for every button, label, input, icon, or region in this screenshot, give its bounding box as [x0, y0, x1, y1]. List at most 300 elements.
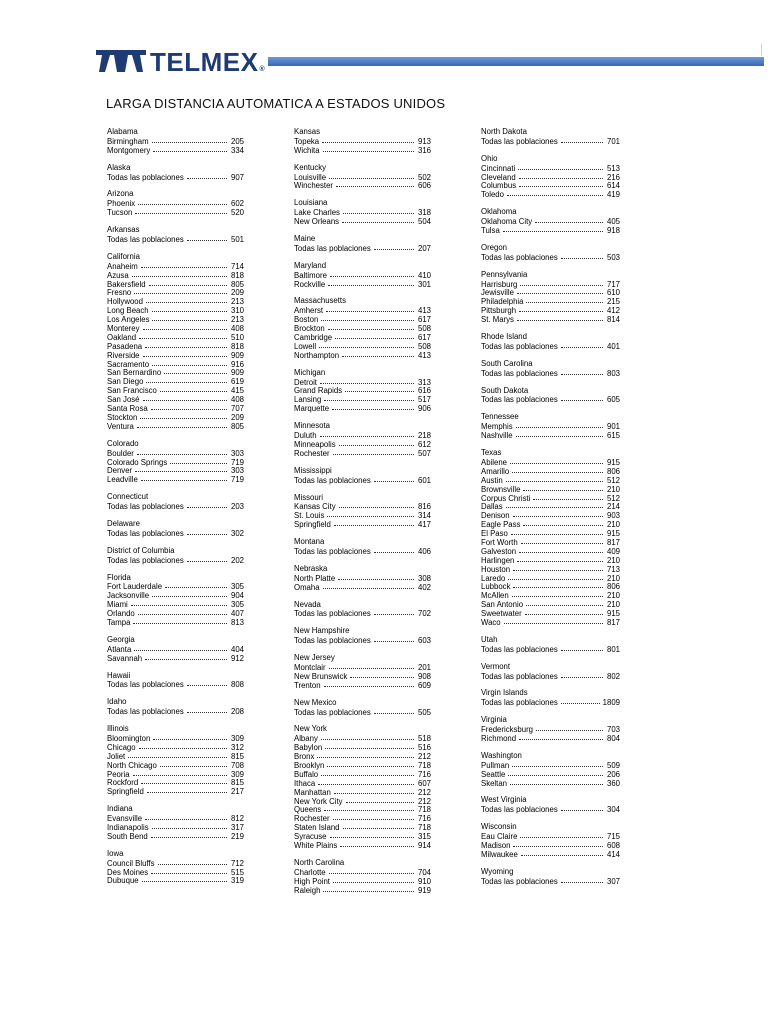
city-row [107, 475, 244, 484]
dot-leader [526, 296, 603, 303]
city-name: New Orleans [294, 217, 340, 227]
dot-leader [133, 769, 227, 776]
city-row [107, 146, 244, 155]
city-name: Tampa [107, 617, 131, 627]
dot-leader [504, 617, 603, 624]
state-name: Florida [107, 572, 131, 582]
dot-leader [139, 742, 227, 749]
city-name: Babylon [294, 743, 323, 753]
area-code: 209 [230, 288, 244, 298]
dot-leader [333, 448, 414, 455]
area-code: 410 [417, 270, 431, 280]
dot-leader [187, 706, 227, 713]
brand-wordmark: TELMEX [150, 47, 259, 77]
dot-leader [511, 528, 603, 535]
area-code: 509 [606, 760, 620, 770]
state-block [481, 128, 620, 146]
state-block [481, 155, 620, 199]
state-name: Nevada [294, 599, 321, 609]
city-name: Omaha [294, 582, 320, 592]
city-row [294, 217, 431, 226]
dot-leader [526, 599, 603, 606]
area-code: 360 [606, 778, 620, 788]
area-code: 601 [417, 475, 431, 485]
dot-leader [138, 198, 227, 205]
city-name: Brooklyn [294, 760, 325, 770]
city-name: Todas las poblaciones [107, 502, 184, 512]
area-code: 503 [606, 252, 620, 262]
area-code: 804 [606, 733, 620, 743]
dot-leader [561, 644, 603, 651]
area-code: 714 [230, 261, 244, 271]
city-name: St. Marys [481, 315, 514, 325]
area-code: 615 [606, 431, 620, 441]
area-code: 516 [417, 743, 431, 753]
state-block [107, 190, 244, 217]
state-name: Virgin Islands [481, 688, 528, 698]
city-name: Denison [481, 511, 510, 521]
city-row [107, 654, 244, 663]
dot-leader [508, 573, 603, 580]
city-name: Oklahoma City [481, 217, 533, 227]
area-code: 217 [230, 787, 244, 797]
dot-leader [151, 831, 227, 838]
area-code: 312 [230, 742, 244, 752]
city-name: Amarillo [481, 466, 510, 476]
state-name: Hawaii [107, 670, 131, 680]
dot-leader [329, 867, 414, 874]
state-block [107, 493, 244, 511]
dot-leader [330, 270, 414, 277]
dot-leader [328, 279, 414, 286]
dot-leader [513, 564, 603, 571]
dot-leader [187, 555, 227, 562]
state-block [481, 796, 620, 814]
dot-leader [520, 831, 603, 838]
dot-leader [339, 439, 414, 446]
area-code: 314 [417, 511, 431, 521]
dot-leader [521, 537, 603, 544]
area-code: 407 [230, 609, 244, 619]
header [96, 44, 668, 80]
dot-leader [519, 172, 603, 179]
dot-leader [513, 581, 603, 588]
dot-leader [374, 243, 414, 250]
city-row [481, 137, 620, 146]
state-block [294, 262, 431, 289]
state-name: New Jersey [294, 653, 335, 663]
dot-leader [512, 466, 603, 473]
dot-leader [187, 679, 227, 686]
city-name: Hollywood [107, 297, 143, 307]
dot-leader [141, 261, 227, 268]
city-name: Rockford [107, 778, 139, 788]
area-code: 806 [606, 466, 620, 476]
area-code: 602 [230, 199, 244, 209]
city-row [481, 618, 620, 627]
dot-leader [517, 287, 603, 294]
dot-leader [333, 876, 414, 883]
dot-leader [343, 822, 414, 829]
city-name: Montgomery [107, 145, 151, 155]
area-code: 201 [417, 662, 431, 672]
dot-leader [517, 555, 603, 562]
area-code: 209 [230, 412, 244, 422]
city-name: McAllen [481, 591, 509, 601]
city-name: Todas las poblaciones [107, 528, 184, 538]
dot-leader [128, 751, 227, 758]
area-code: 508 [417, 341, 431, 351]
area-code: 213 [230, 297, 244, 307]
city-row [481, 342, 620, 351]
city-name: Todas las poblaciones [107, 707, 184, 717]
dot-leader [324, 804, 414, 811]
area-code: 609 [417, 680, 431, 690]
city-name: Queens [294, 805, 322, 815]
state-block [294, 565, 431, 592]
city-row [294, 609, 431, 618]
dot-leader [153, 145, 227, 152]
area-code: 817 [606, 537, 620, 547]
city-name: Memphis [481, 422, 513, 432]
dot-leader [332, 403, 414, 410]
area-code: 703 [606, 725, 620, 735]
area-code: 307 [606, 876, 620, 886]
city-row [107, 832, 244, 841]
area-code: 918 [606, 226, 620, 236]
area-code: 907 [230, 172, 244, 182]
dot-leader [507, 189, 603, 196]
city-name: Cincinnati [481, 163, 516, 173]
city-name: Orlando [107, 609, 135, 619]
city-name: Columbus [481, 181, 517, 191]
dot-leader [145, 813, 227, 820]
area-code: 718 [417, 760, 431, 770]
city-row [294, 404, 431, 413]
city-name: New Brunswick [294, 671, 348, 681]
state-block [294, 164, 431, 191]
city-name: Springfield [294, 520, 331, 530]
city-name: Minneapolis [294, 439, 336, 449]
state-block [107, 636, 244, 663]
area-code: 318 [417, 208, 431, 218]
dot-leader [323, 582, 414, 589]
dot-leader [321, 314, 414, 321]
dot-leader [516, 430, 603, 437]
column-1 [107, 128, 244, 894]
city-name: Oakland [107, 332, 137, 342]
state-name: Vermont [481, 661, 511, 671]
city-name: Todas las poblaciones [481, 805, 558, 815]
city-name: El Paso [481, 529, 508, 539]
city-name: Todas las poblaciones [107, 555, 184, 565]
dot-leader [561, 804, 603, 811]
city-name: Topeka [294, 136, 320, 146]
dot-leader [334, 787, 414, 794]
area-code: 213 [230, 315, 244, 325]
city-name: Todas las poblaciones [481, 876, 558, 886]
area-code: 816 [417, 502, 431, 512]
area-code: 914 [417, 841, 431, 850]
dot-leader [518, 163, 603, 170]
area-code: 212 [417, 787, 431, 797]
dot-leader [143, 394, 227, 401]
city-name: Tucson [107, 208, 133, 218]
dot-leader [508, 769, 603, 776]
state-block [481, 271, 620, 324]
city-name: Todas las poblaciones [481, 698, 558, 708]
area-code: 317 [230, 823, 244, 832]
city-name: Laredo [481, 573, 506, 583]
city-name: Birmingham [107, 136, 149, 146]
dot-leader [329, 662, 414, 669]
city-name: Jewisville [481, 288, 514, 298]
area-code: 813 [230, 617, 244, 627]
dot-leader [151, 403, 227, 410]
area-code: 413 [417, 306, 431, 316]
city-name: San Francisco [107, 386, 157, 396]
city-name: Skeltan [481, 778, 508, 788]
state-block [107, 128, 244, 155]
city-name: Cambridge [294, 333, 333, 343]
state-block [294, 725, 431, 849]
city-name: San Antonio [481, 600, 524, 610]
dot-leader [140, 412, 227, 419]
dot-leader [187, 501, 227, 508]
city-name: Austin [481, 475, 503, 485]
city-name: Sweetwater [481, 609, 522, 619]
page-title: LARGA DISTANCIA AUTOMATICA A ESTADOS UNIDOS [106, 96, 446, 111]
header-tick [761, 44, 762, 56]
state-block [481, 716, 620, 743]
state-name: Indiana [107, 804, 133, 814]
city-name: Staten Island [294, 823, 340, 833]
city-name: Bloomington [107, 733, 151, 743]
dot-leader [374, 546, 414, 553]
dot-leader [318, 778, 414, 785]
area-code: 915 [606, 529, 620, 539]
dot-leader [152, 822, 227, 829]
state-name: Pennsylvania [481, 269, 528, 279]
dot-leader [334, 519, 414, 526]
city-name: Des Moines [107, 867, 149, 877]
dot-leader [561, 136, 603, 143]
dot-leader [137, 421, 227, 428]
city-name: Harlingen [481, 555, 515, 565]
area-code: 208 [230, 707, 244, 717]
city-row [481, 395, 620, 404]
area-code: 414 [606, 849, 620, 859]
dot-leader [320, 377, 414, 384]
area-code: 215 [606, 297, 620, 307]
city-name: San José [107, 395, 140, 405]
city-name: Todas las poblaciones [481, 368, 558, 378]
state-name: Iowa [107, 848, 124, 858]
dot-leader [322, 136, 414, 143]
city-name: Todas las poblaciones [481, 136, 558, 146]
city-name: Peoria [107, 769, 130, 779]
dot-leader [134, 287, 227, 294]
area-code: 309 [230, 733, 244, 743]
state-name: North Dakota [481, 127, 527, 136]
city-row [294, 708, 431, 717]
area-code: 712 [230, 858, 244, 868]
area-code: 915 [606, 609, 620, 619]
area-code: 504 [417, 217, 431, 227]
city-row [481, 226, 620, 235]
dot-leader [512, 590, 603, 597]
area-code: 617 [417, 333, 431, 343]
city-name: Milwaukee [481, 849, 518, 859]
state-block [107, 547, 244, 565]
dot-leader [143, 323, 227, 330]
city-name: Cleveland [481, 172, 516, 182]
state-block [481, 333, 620, 351]
city-name: Galveston [481, 546, 517, 556]
dot-leader [134, 644, 227, 651]
city-name: Todas las poblaciones [294, 243, 371, 253]
state-name: Oregon [481, 242, 508, 252]
state-name: Utah [481, 634, 498, 644]
area-code: 512 [606, 493, 620, 503]
state-name: Nebraska [294, 563, 328, 573]
area-code: 909 [230, 350, 244, 360]
area-code: 718 [417, 805, 431, 815]
city-name: Wichita [294, 145, 320, 155]
state-block [481, 387, 620, 405]
state-name: Virginia [481, 715, 507, 725]
dot-leader [137, 448, 227, 455]
city-name: Denver [107, 466, 133, 476]
city-row [107, 173, 244, 182]
area-code: 507 [417, 448, 431, 458]
dot-leader [149, 279, 227, 286]
area-code: 304 [606, 805, 620, 815]
area-code: 216 [606, 172, 620, 182]
dot-leader [146, 376, 227, 383]
city-name: Harrisburg [481, 279, 518, 289]
dot-leader [374, 475, 414, 482]
dot-leader [533, 493, 603, 500]
column-3 [481, 128, 620, 895]
dot-leader [323, 145, 414, 152]
area-code: 815 [230, 751, 244, 761]
city-row [294, 146, 431, 155]
area-code: 501 [230, 235, 244, 245]
area-code: 210 [606, 573, 620, 583]
city-name: Atlanta [107, 644, 132, 654]
area-code: 617 [417, 315, 431, 325]
city-name: St. Louis [294, 511, 325, 521]
city-row [294, 449, 431, 458]
city-name: Bakersfield [107, 279, 146, 289]
city-name: Ventura [107, 421, 134, 431]
city-name: Boulder [107, 448, 134, 458]
area-code: 302 [230, 528, 244, 538]
city-name: San Diego [107, 377, 144, 387]
state-name: District of Columbia [107, 545, 175, 555]
city-name: Seattle [481, 769, 506, 779]
state-block [481, 413, 620, 440]
state-name: Montana [294, 537, 325, 547]
state-name: Colorado [107, 438, 139, 448]
state-name: Kansas [294, 127, 321, 136]
dot-leader [525, 608, 603, 615]
dot-leader [374, 635, 414, 642]
area-code: 906 [417, 404, 431, 414]
city-name: Rochester [294, 448, 330, 458]
city-name: Todas las poblaciones [294, 609, 371, 619]
state-name: South Carolina [481, 358, 533, 368]
city-name: Manhattan [294, 787, 331, 797]
state-name: Rhode Island [481, 332, 527, 342]
area-code: 316 [417, 145, 431, 155]
dot-leader [503, 225, 603, 232]
city-name: Eagle Pass [481, 520, 521, 530]
city-row [107, 529, 244, 538]
state-block [294, 538, 431, 556]
city-row [294, 520, 431, 529]
area-code: 313 [417, 377, 431, 387]
area-code: 505 [417, 707, 431, 717]
state-block [481, 449, 620, 627]
city-row [294, 476, 431, 485]
city-row [107, 618, 244, 627]
city-name: Raleigh [294, 885, 321, 895]
state-block [294, 467, 431, 485]
city-row [107, 707, 244, 716]
area-code: 518 [417, 734, 431, 744]
city-row [294, 583, 431, 592]
dot-leader [343, 207, 414, 214]
city-name: Dubuque [107, 876, 139, 886]
dot-leader [323, 885, 414, 892]
area-code: 406 [417, 546, 431, 556]
area-code: 310 [230, 306, 244, 316]
header-bar [268, 57, 764, 66]
area-code: 515 [230, 867, 244, 877]
city-name: Leadville [107, 475, 138, 485]
area-code: 702 [417, 609, 431, 619]
area-code: 309 [230, 769, 244, 779]
city-row [481, 672, 620, 681]
state-name: Idaho [107, 697, 127, 707]
state-name: Louisiana [294, 198, 328, 208]
state-name: Ohio [481, 153, 498, 163]
city-name: Los Angeles [107, 315, 150, 325]
area-code: 704 [417, 867, 431, 877]
state-block [294, 859, 431, 895]
area-code: 903 [606, 511, 620, 521]
dot-leader [519, 546, 603, 553]
city-row [107, 876, 244, 885]
dot-leader [561, 252, 603, 259]
city-name: Todas las poblaciones [481, 644, 558, 654]
area-code: 605 [606, 395, 620, 405]
city-row [294, 280, 431, 289]
area-code: 913 [417, 136, 431, 146]
dot-leader [146, 296, 227, 303]
dot-leader [151, 867, 227, 874]
area-code: 205 [230, 136, 244, 146]
dot-leader [339, 501, 414, 508]
city-name: Buffalo [294, 769, 319, 779]
city-row [294, 681, 431, 690]
area-code: 818 [230, 270, 244, 280]
state-name: South Dakota [481, 385, 529, 395]
state-block [481, 868, 620, 886]
dot-leader [513, 510, 603, 517]
